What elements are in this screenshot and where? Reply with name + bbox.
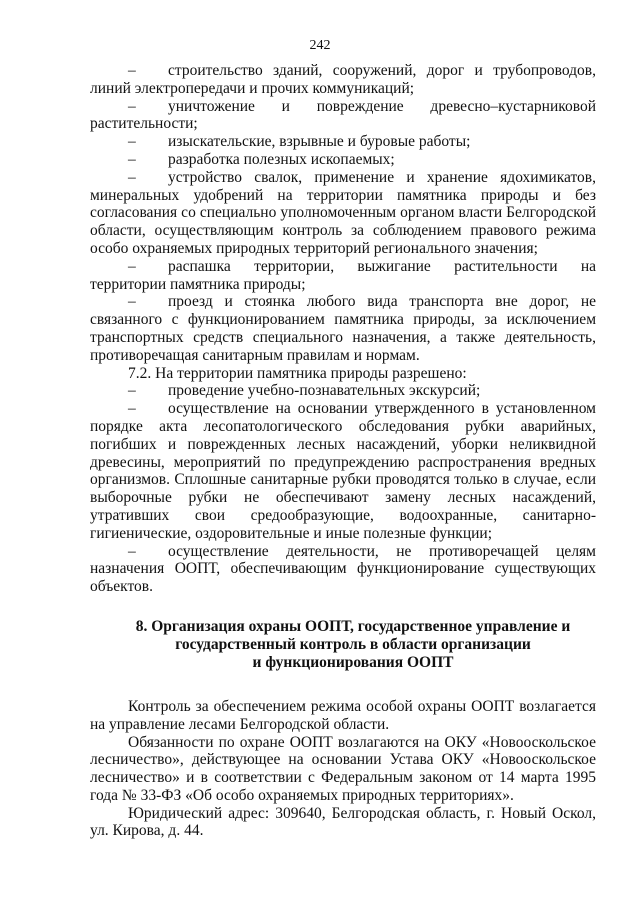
section-8-heading	[90, 618, 596, 672]
list-item	[90, 543, 596, 596]
section-heading-line: и функционирования ООПТ	[252, 653, 454, 671]
list-item	[90, 169, 596, 258]
list-dash: –	[128, 168, 136, 186]
list-dash: –	[128, 257, 136, 275]
list-item	[90, 382, 596, 400]
list-item-text: уничтожение и повреждение древесно–кустарниковой растительности;	[90, 97, 596, 133]
paragraph: Контроль за обеспечением режима особой охраны ООПТ возлагается на управление лесами Белгородской области.	[90, 697, 596, 733]
list-item	[90, 151, 596, 169]
list-item	[90, 258, 596, 294]
list-item-text: изыскательские, взрывные и буровые работы;	[168, 133, 471, 151]
list-item-text: строительство зданий, сооружений, дорог и трубопроводов, линий электропередачи и прочих коммуникаций;	[90, 62, 596, 97]
list-item-text: распашка территории, выжигание растительности на территории памятника природы;	[90, 257, 596, 293]
list-dash: –	[128, 150, 136, 168]
section-heading-line: государственный контроль в области организации	[175, 635, 531, 653]
list-dash: –	[128, 62, 136, 79]
document-body	[90, 62, 596, 840]
list-dash: –	[128, 97, 136, 115]
permitted-activities-list	[90, 382, 596, 596]
list-item-text: разработка полезных ископаемых;	[168, 150, 395, 168]
list-item	[90, 98, 596, 134]
page-number: 242	[309, 38, 331, 53]
paragraph: Обязанности по охране ООПТ возлагаются на ОКУ «Новооскольское лесничество», действующее на основании Устава ОКУ «Новооскольское лесничество» и в соответствии с Федеральным законом от 14 марта 1995 года № 33-ФЗ «Об особо охраняемых природных территориях».	[90, 733, 596, 804]
list-item-text: проведение учебно-познавательных экскурсий;	[168, 382, 481, 400]
list-dash: –	[128, 133, 136, 151]
list-dash: –	[128, 542, 136, 560]
paragraph-7-2: 7.2. На территории памятника природы разрешено:	[128, 364, 467, 382]
list-item	[90, 400, 596, 542]
list-item	[90, 62, 596, 98]
list-item	[90, 293, 596, 364]
section-heading-line: 8. Организация охраны ООПТ, государственное управление и	[135, 617, 571, 635]
list-dash: –	[128, 293, 136, 311]
prohibited-activities-list	[90, 62, 596, 365]
list-dash: –	[128, 382, 136, 400]
paragraph: Юридический адрес: 309640, Белгородская область, г. Новый Оскол, ул. Кирова, д. 44.	[90, 804, 596, 840]
list-item-text: устройство свалок, применение и хранение ядохимикатов, минеральных удобрений на территории памятника природы и без согласования со специально уполномоченным органом власти Белгородской области, осуществляющим контроль за соблюдением правового режима особо охраняемых природных территорий регионального значения;	[90, 168, 596, 257]
list-dash: –	[128, 400, 136, 418]
list-item-text: осуществление деятельности, не противоречащей целям назначения ООПТ, обеспечивающим функционирование существующих объектов.	[90, 542, 596, 596]
list-item-text: осуществление на основании утвержденного в установленном порядке акта лесопатологического обследования рубки аварийных, погибших и поврежденных лесных насаждений, уборки неликвидной древесины, мероприятий по предупреждению распространения вредных организмов. Сплошные санитарные рубки проводятся только в случае, если выборочные рубки не обеспечивают замену лесных насаждений, утративших свои средообразующие, водоохранные, санитарно-гигиенические, оздоровительные и иные полезные функции;	[90, 400, 596, 542]
list-item	[90, 133, 596, 151]
list-item-text: проезд и стоянка любого вида транспорта вне дорог, не связанного с функционированием памятника природы, за исключением транспортных средств специального назначения, а также деятельность, противоречащая санитарным правилам и нормам.	[90, 293, 596, 364]
